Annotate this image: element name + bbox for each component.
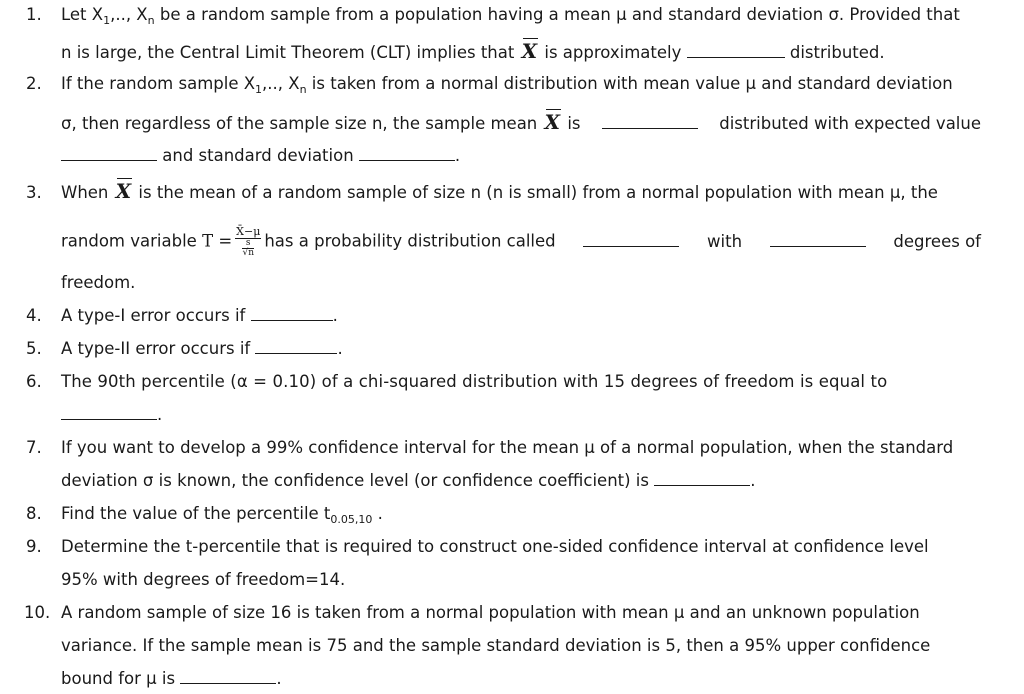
text: . bbox=[337, 339, 343, 358]
t-fraction bbox=[235, 226, 261, 258]
text: degrees of bbox=[893, 231, 981, 251]
answer-blank[interactable] bbox=[770, 232, 866, 247]
question-line bbox=[61, 181, 981, 203]
question-line bbox=[61, 226, 981, 258]
question-line bbox=[61, 41, 981, 63]
answer-blank[interactable] bbox=[687, 43, 785, 58]
question-number: 6. bbox=[26, 372, 42, 391]
text: A type-II error occurs if bbox=[61, 339, 251, 358]
question-line bbox=[61, 306, 981, 326]
question-number: 10. bbox=[24, 603, 51, 622]
text: . bbox=[750, 471, 756, 490]
subscript: 1 bbox=[255, 83, 263, 96]
answer-blank[interactable] bbox=[61, 405, 157, 420]
text: . bbox=[332, 306, 338, 325]
text: Find the value of the percentile t bbox=[61, 504, 331, 523]
text: is taken from a normal distribution with mean value μ and standard deviation bbox=[311, 74, 953, 93]
question-number: 5. bbox=[26, 339, 42, 358]
question-number: 7. bbox=[26, 438, 42, 457]
answer-blank[interactable] bbox=[359, 146, 455, 161]
fraction-denominator bbox=[242, 239, 254, 258]
text: . bbox=[276, 669, 282, 688]
text: A type-I error occurs if bbox=[61, 306, 246, 325]
question-number: 9. bbox=[26, 537, 42, 556]
subscript: n bbox=[299, 83, 307, 96]
question-line: Determine the t-percentile that is required to construct one-sided confidence interval at confidence level bbox=[61, 537, 929, 556]
question-line: If you want to develop a 99% confidence interval for the mean μ of a normal population, when the standard bbox=[61, 438, 954, 457]
x-bar-symbol: X bbox=[115, 179, 132, 203]
text: . bbox=[454, 146, 461, 165]
text: ,.., X bbox=[262, 74, 300, 93]
answer-blank[interactable] bbox=[251, 306, 333, 321]
fraction-sqrt-n: √n bbox=[242, 248, 254, 258]
question-line bbox=[61, 74, 981, 100]
question-line: A random sample of size 16 is taken from a normal population with mean μ and an unknown population bbox=[61, 603, 920, 622]
text: n is large, the Central Limit Theorem (CLT) implies that bbox=[61, 43, 515, 62]
text: random variable bbox=[61, 231, 197, 251]
answer-blank[interactable] bbox=[654, 471, 750, 486]
text: is bbox=[567, 114, 581, 133]
question-line bbox=[61, 504, 981, 530]
answer-blank[interactable] bbox=[61, 146, 157, 161]
text: . bbox=[157, 405, 163, 424]
text: with bbox=[707, 231, 743, 251]
question-number: 1. bbox=[26, 5, 42, 24]
question-line bbox=[61, 112, 981, 134]
question-number: 8. bbox=[26, 504, 42, 523]
text: σ, then regardless of the sample size n, the sample mean bbox=[61, 114, 538, 133]
question-number: 4. bbox=[26, 306, 42, 325]
text: distributed. bbox=[789, 43, 885, 62]
question-line: freedom. bbox=[61, 273, 136, 292]
t-equation: T = bbox=[202, 231, 233, 251]
fraction-s: s bbox=[242, 239, 254, 249]
text: is approximately bbox=[544, 43, 682, 62]
text: has a probability distribution called bbox=[264, 231, 556, 251]
question-number: 2. bbox=[26, 74, 42, 93]
text: When bbox=[61, 183, 109, 202]
x-bar-symbol: X bbox=[544, 110, 561, 134]
answer-blank[interactable] bbox=[255, 339, 337, 354]
text: . bbox=[377, 504, 383, 523]
question-number: 3. bbox=[26, 183, 42, 202]
subscript: 1 bbox=[103, 14, 111, 27]
question-line: variance. If the sample mean is 75 and the sample standard deviation is 5, then a 95% upper confidence bbox=[61, 636, 931, 655]
fraction-numerator: X̄−μ bbox=[236, 225, 261, 238]
text: deviation σ is known, the confidence level (or confidence coefficient) is bbox=[61, 471, 649, 490]
text: If the random sample X bbox=[61, 74, 256, 93]
text: Let X bbox=[61, 5, 104, 24]
text: and standard deviation bbox=[162, 146, 354, 165]
question-line bbox=[61, 669, 981, 689]
question-line bbox=[61, 5, 981, 31]
text: distributed with expected value bbox=[719, 114, 981, 133]
answer-blank[interactable] bbox=[602, 114, 698, 129]
text: ,.., X bbox=[110, 5, 148, 24]
subscript: n bbox=[147, 14, 155, 27]
text: bound for μ is bbox=[61, 669, 176, 688]
question-line: 95% with degrees of freedom=14. bbox=[61, 570, 346, 589]
text: be a random sample from a population having a mean μ and standard deviation σ. Provided that bbox=[159, 5, 960, 24]
x-bar-symbol: X bbox=[521, 39, 538, 63]
answer-blank[interactable] bbox=[583, 232, 679, 247]
question-line bbox=[61, 471, 981, 491]
question-line bbox=[61, 146, 981, 166]
question-line: The 90th percentile (α = 0.10) of a chi-squared distribution with 15 degrees of freedom is equal to bbox=[61, 372, 888, 391]
question-line bbox=[61, 405, 981, 425]
text: is the mean of a random sample of size n (n is small) from a normal population with mean μ, the bbox=[138, 183, 938, 202]
question-line bbox=[61, 339, 981, 359]
subscript: 0.05,10 bbox=[330, 513, 373, 526]
answer-blank[interactable] bbox=[180, 669, 276, 684]
